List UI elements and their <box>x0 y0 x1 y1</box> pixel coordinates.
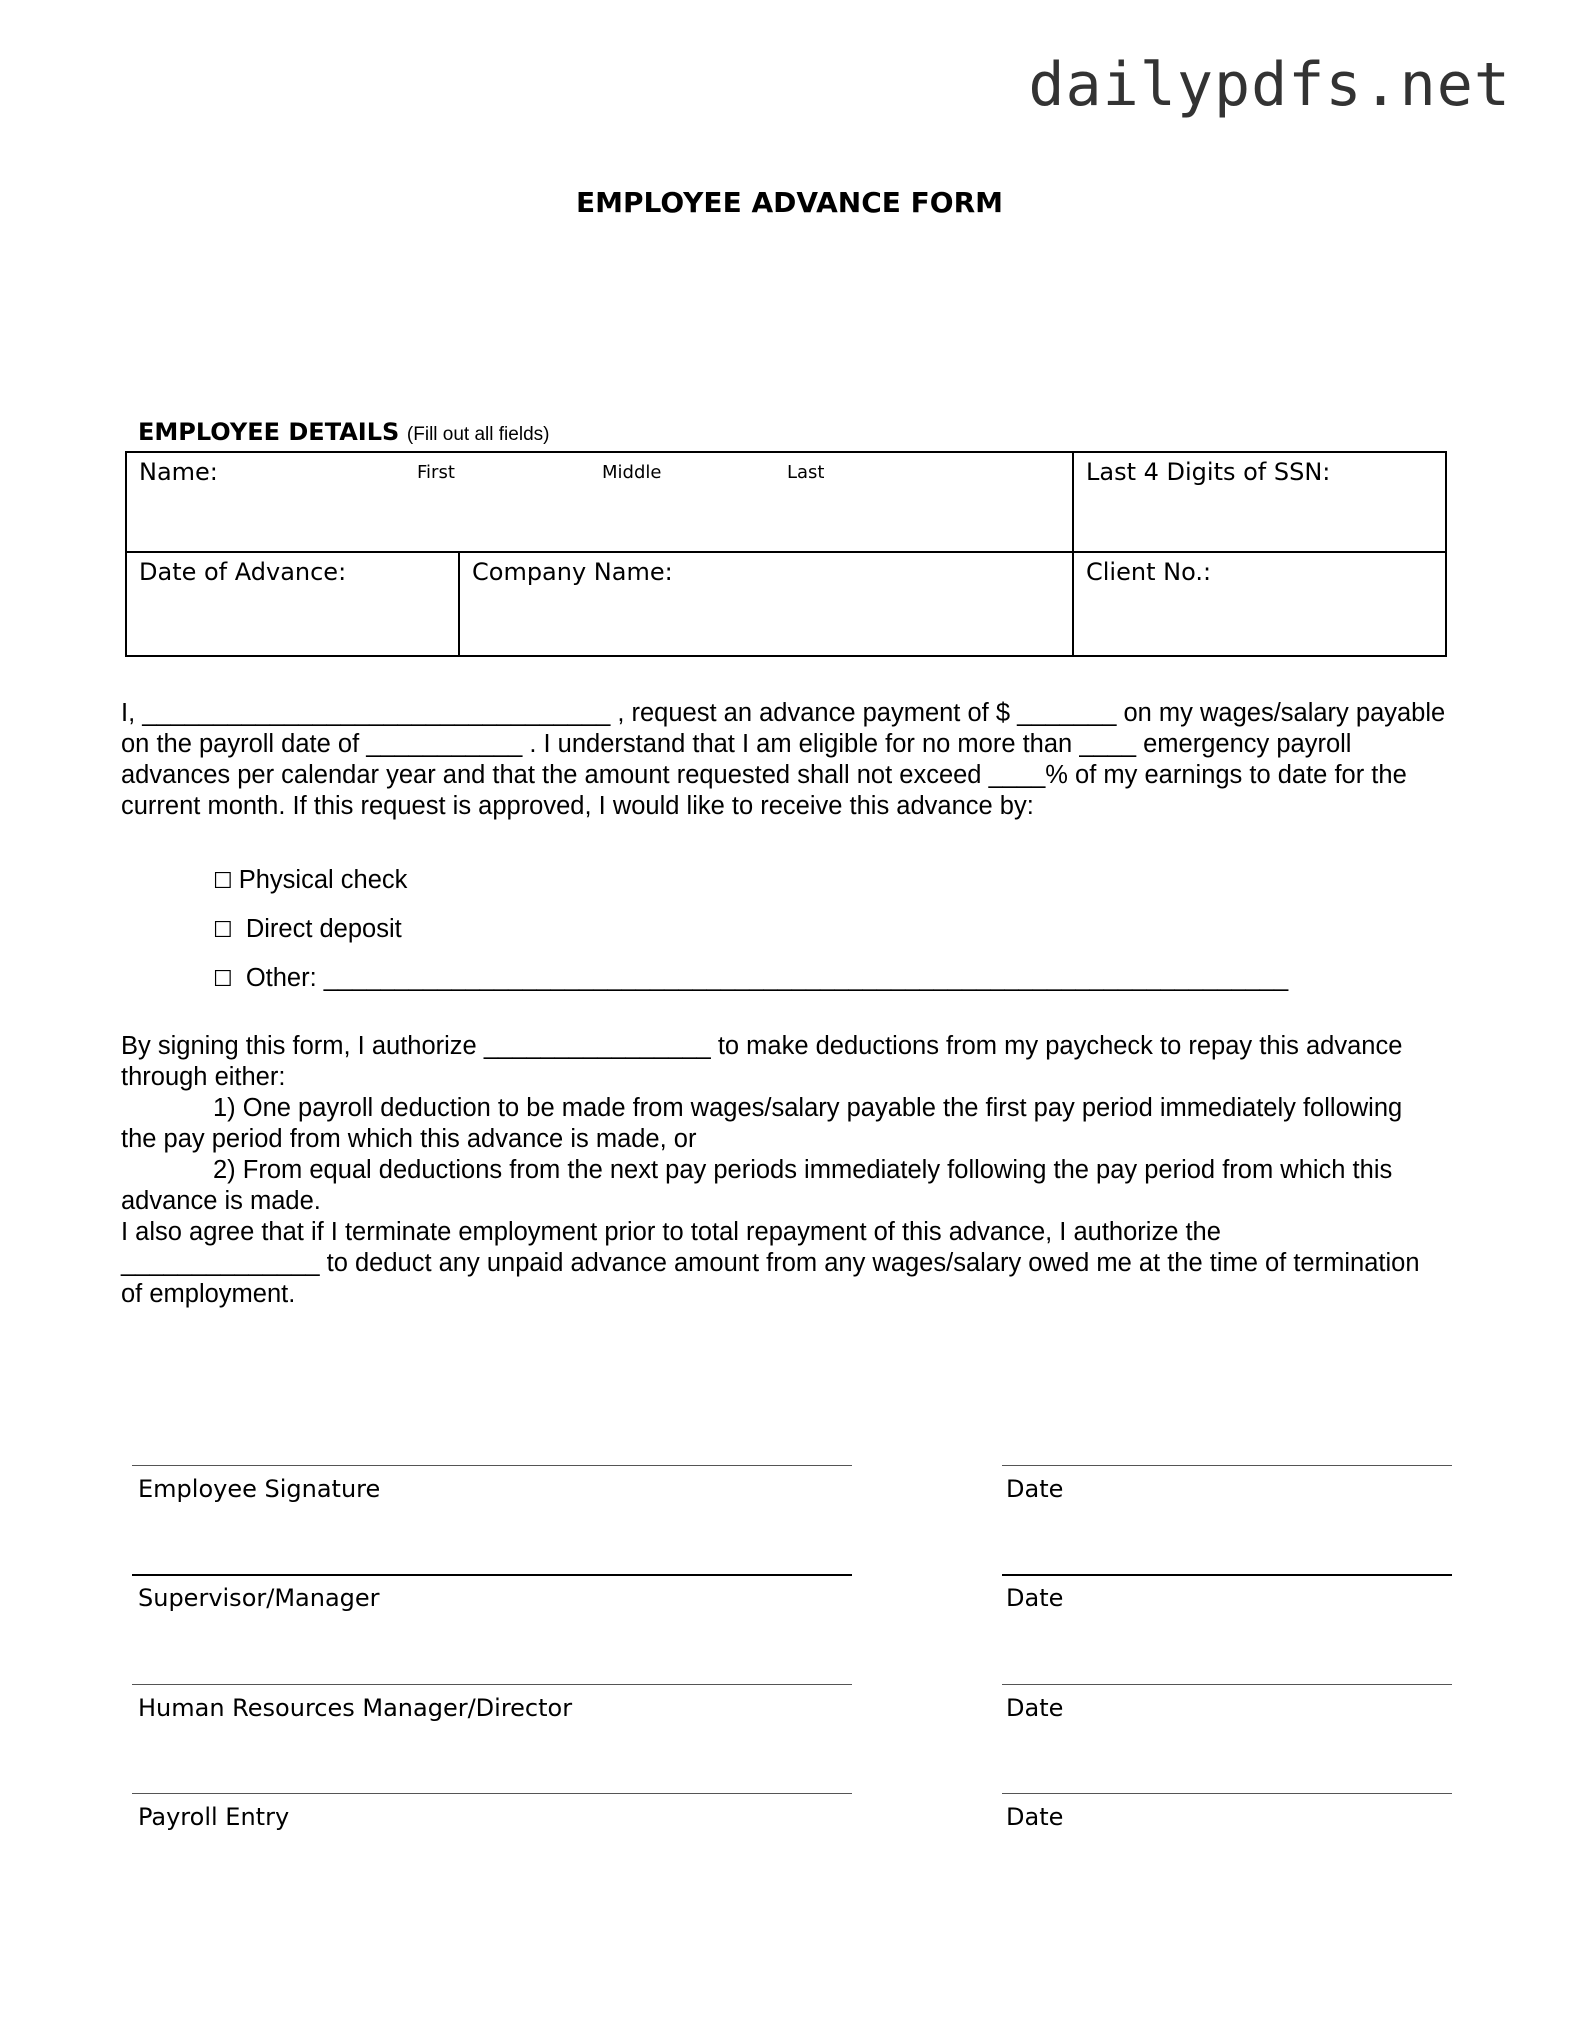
authorization-line: 2) From equal deductions from the next pay periods immediately following the pay period from which this <box>213 1156 1393 1184</box>
company-name-field[interactable] <box>460 553 1074 655</box>
request-line: I, _________________________________ , request an advance payment of $ _______ on my wages/salary payable <box>121 699 1446 727</box>
authorization-line: I also agree that if I terminate employment prior to total repayment of this advance, I authorize the <box>121 1218 1221 1246</box>
date-of-advance-label: Date of Advance: <box>139 558 347 586</box>
authorization-line: 1) One payroll deduction to be made from wages/salary payable the first pay period immediately following <box>213 1094 1403 1122</box>
ssn-field[interactable] <box>1074 453 1445 553</box>
date-of-advance-field[interactable] <box>127 553 460 655</box>
client-no-field[interactable] <box>1074 553 1445 655</box>
employee-signature-line[interactable] <box>132 1465 852 1466</box>
employee-details-table <box>125 451 1447 657</box>
supervisor-signature-label: Supervisor/Manager <box>138 1584 380 1612</box>
payroll-date-line[interactable] <box>1002 1793 1452 1794</box>
section-note: (Fill out all fields) <box>406 424 550 445</box>
watermark-logo: dailypdfs.net <box>1028 50 1511 120</box>
authorization-paragraph <box>121 1031 1461 1310</box>
authorization-line: the pay period from which this advance is made, or <box>121 1125 697 1153</box>
request-line: current month. If this request is approved, I would like to receive this advance by: <box>121 792 1034 820</box>
option-direct-deposit[interactable] <box>213 915 402 944</box>
request-line: on the payroll date of ___________ . I understand that I am eligible for no more than ____ emergency payroll <box>121 730 1352 758</box>
authorization-line: ______________ to deduct any unpaid advance amount from any wages/salary owed me at the time of termination <box>121 1249 1420 1277</box>
supervisor-date-line[interactable] <box>1002 1574 1452 1576</box>
employee-signature-label: Employee Signature <box>138 1475 381 1503</box>
hr-signature-label: Human Resources Manager/Director <box>138 1694 573 1722</box>
checkbox-icon[interactable]: ☐ <box>213 869 233 894</box>
name-label: Name: <box>139 458 218 486</box>
option-physical-check[interactable] <box>213 866 407 895</box>
supervisor-signature-line[interactable] <box>132 1574 852 1576</box>
hr-signature-line[interactable] <box>132 1684 852 1685</box>
form-title: EMPLOYEE ADVANCE FORM <box>576 186 1003 219</box>
name-field[interactable] <box>127 453 1074 553</box>
client-no-label: Client No.: <box>1086 558 1212 586</box>
authorization-line: through either: <box>121 1063 286 1091</box>
employee-details-heading <box>138 418 549 446</box>
ssn-label: Last 4 Digits of SSN: <box>1086 458 1331 486</box>
option-label: Other: ____________________________________________________________________ <box>245 964 1289 992</box>
section-title: EMPLOYEE DETAILS <box>138 418 400 446</box>
employee-date-line[interactable] <box>1002 1465 1452 1466</box>
option-label: Direct deposit <box>245 915 402 943</box>
request-paragraph <box>121 698 1461 822</box>
request-line: advances per calendar year and that the amount requested shall not exceed ____% of my earnings to date for the <box>121 761 1407 789</box>
date-label: Date <box>1006 1475 1064 1503</box>
payroll-entry-line[interactable] <box>132 1793 852 1794</box>
middle-name-sublabel: Middle <box>602 462 662 483</box>
authorization-line: By signing this form, I authorize ________________ to make deductions from my paycheck to repay this advance <box>121 1032 1403 1060</box>
first-name-sublabel: First <box>417 462 455 483</box>
date-label: Date <box>1006 1694 1064 1722</box>
hr-date-line[interactable] <box>1002 1684 1452 1685</box>
authorization-line: advance is made. <box>121 1187 321 1215</box>
date-label: Date <box>1006 1803 1064 1831</box>
checkbox-icon[interactable]: ☐ <box>213 967 233 992</box>
option-label: Physical check <box>238 866 408 894</box>
authorization-line: of employment. <box>121 1280 296 1308</box>
date-label: Date <box>1006 1584 1064 1612</box>
option-other[interactable] <box>213 964 1288 993</box>
last-name-sublabel: Last <box>787 462 825 483</box>
payroll-entry-label: Payroll Entry <box>138 1803 290 1831</box>
company-name-label: Company Name: <box>472 558 673 586</box>
checkbox-icon[interactable]: ☐ <box>213 918 233 943</box>
